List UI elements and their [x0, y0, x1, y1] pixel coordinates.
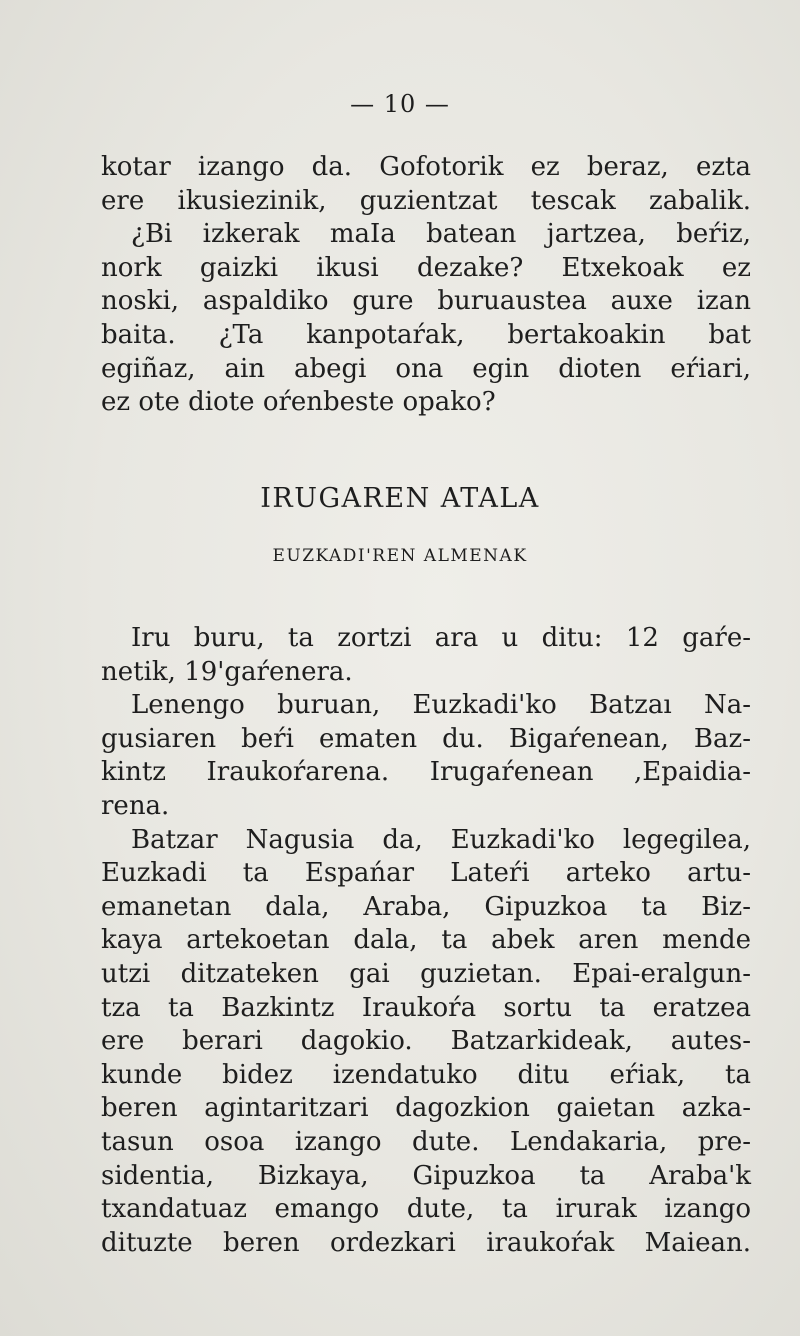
- text-line: noski, aspaldiko gure buruaustea auxe izan: [101, 286, 751, 317]
- text-line: emanetan dala, Araba, Gipuzkoa ta Biz-: [101, 891, 751, 922]
- text-line: Euzkadi ta Espańar Lateŕi arteko artu-: [101, 858, 751, 889]
- text-line: tasun osoa izango dute. Lendakaria, pre-: [101, 1126, 751, 1157]
- text-line: beren agintaritzari dagozkion gaietan azka-: [101, 1093, 751, 1124]
- text-line: ez ote diote oŕenbeste opako?: [101, 387, 496, 418]
- text-line: utzi ditzateken gai guzietan. Epai-eralgun-: [101, 958, 751, 989]
- chapter-subtitle: EUZKADI'REN ALMENAK: [272, 546, 528, 566]
- text-line: kintz Iraukoŕarena. Irugaŕenean ,Epaidia-: [101, 757, 751, 788]
- text-line: ¿Bi izkerak maIa batean jartzea, beŕiz,: [131, 219, 751, 250]
- text-line: Batzar Nagusia da, Euzkadi'ko legegilea,: [131, 824, 751, 855]
- text-line: dituzte beren ordezkari iraukoŕak Maiean.: [101, 1227, 751, 1258]
- text-line: kunde bidez izendatuko ditu eŕiak, ta: [101, 1059, 751, 1090]
- text-line: tza ta Bazkintz Iraukoŕa sortu ta eratzea: [101, 992, 751, 1023]
- text-line: kotar izango da. Gofotorik ez beraz, ezta: [101, 152, 751, 182]
- body-paragraphs: [101, 622, 751, 1260]
- text-line: rena.: [101, 790, 170, 821]
- text-line: sidentia, Bizkaya, Gipuzkoa ta Araba'k: [101, 1160, 751, 1191]
- intro-paragraph: [101, 151, 751, 420]
- text-line: kaya artekoetan dala, ta abek aren mende: [101, 925, 751, 956]
- text-line: baita. ¿Ta kanpotaŕak, bertakoakin bat: [101, 319, 751, 350]
- text-line: txandatuaz emango dute, ta irurak izango: [101, 1194, 751, 1225]
- text-line: Lenengo buruan, Euzkadi'ko Batzaı Na-: [131, 690, 751, 721]
- chapter-title: IRUGAREN ATALA: [260, 483, 540, 514]
- text-line: nork gaizki ikusi dezake? Etxekoak ez: [101, 252, 751, 283]
- text-line: ere ikusiezinik, guzientzat tescak zabalik.: [101, 185, 751, 216]
- text-line: Iru buru, ta zortzi ara u ditu: 12 gaŕe-: [131, 623, 751, 653]
- text-line: netik, 19'gaŕenera.: [101, 656, 353, 687]
- text-line: gusiaren beŕi ematen du. Bigaŕenean, Baz-: [101, 723, 751, 754]
- text-line: ere berari dagokio. Batzarkideak, autes-: [101, 1026, 751, 1057]
- page-number: — 10 —: [350, 90, 450, 118]
- text-line: egiñaz, ain abegi ona egin dioten eŕiari,: [101, 353, 751, 384]
